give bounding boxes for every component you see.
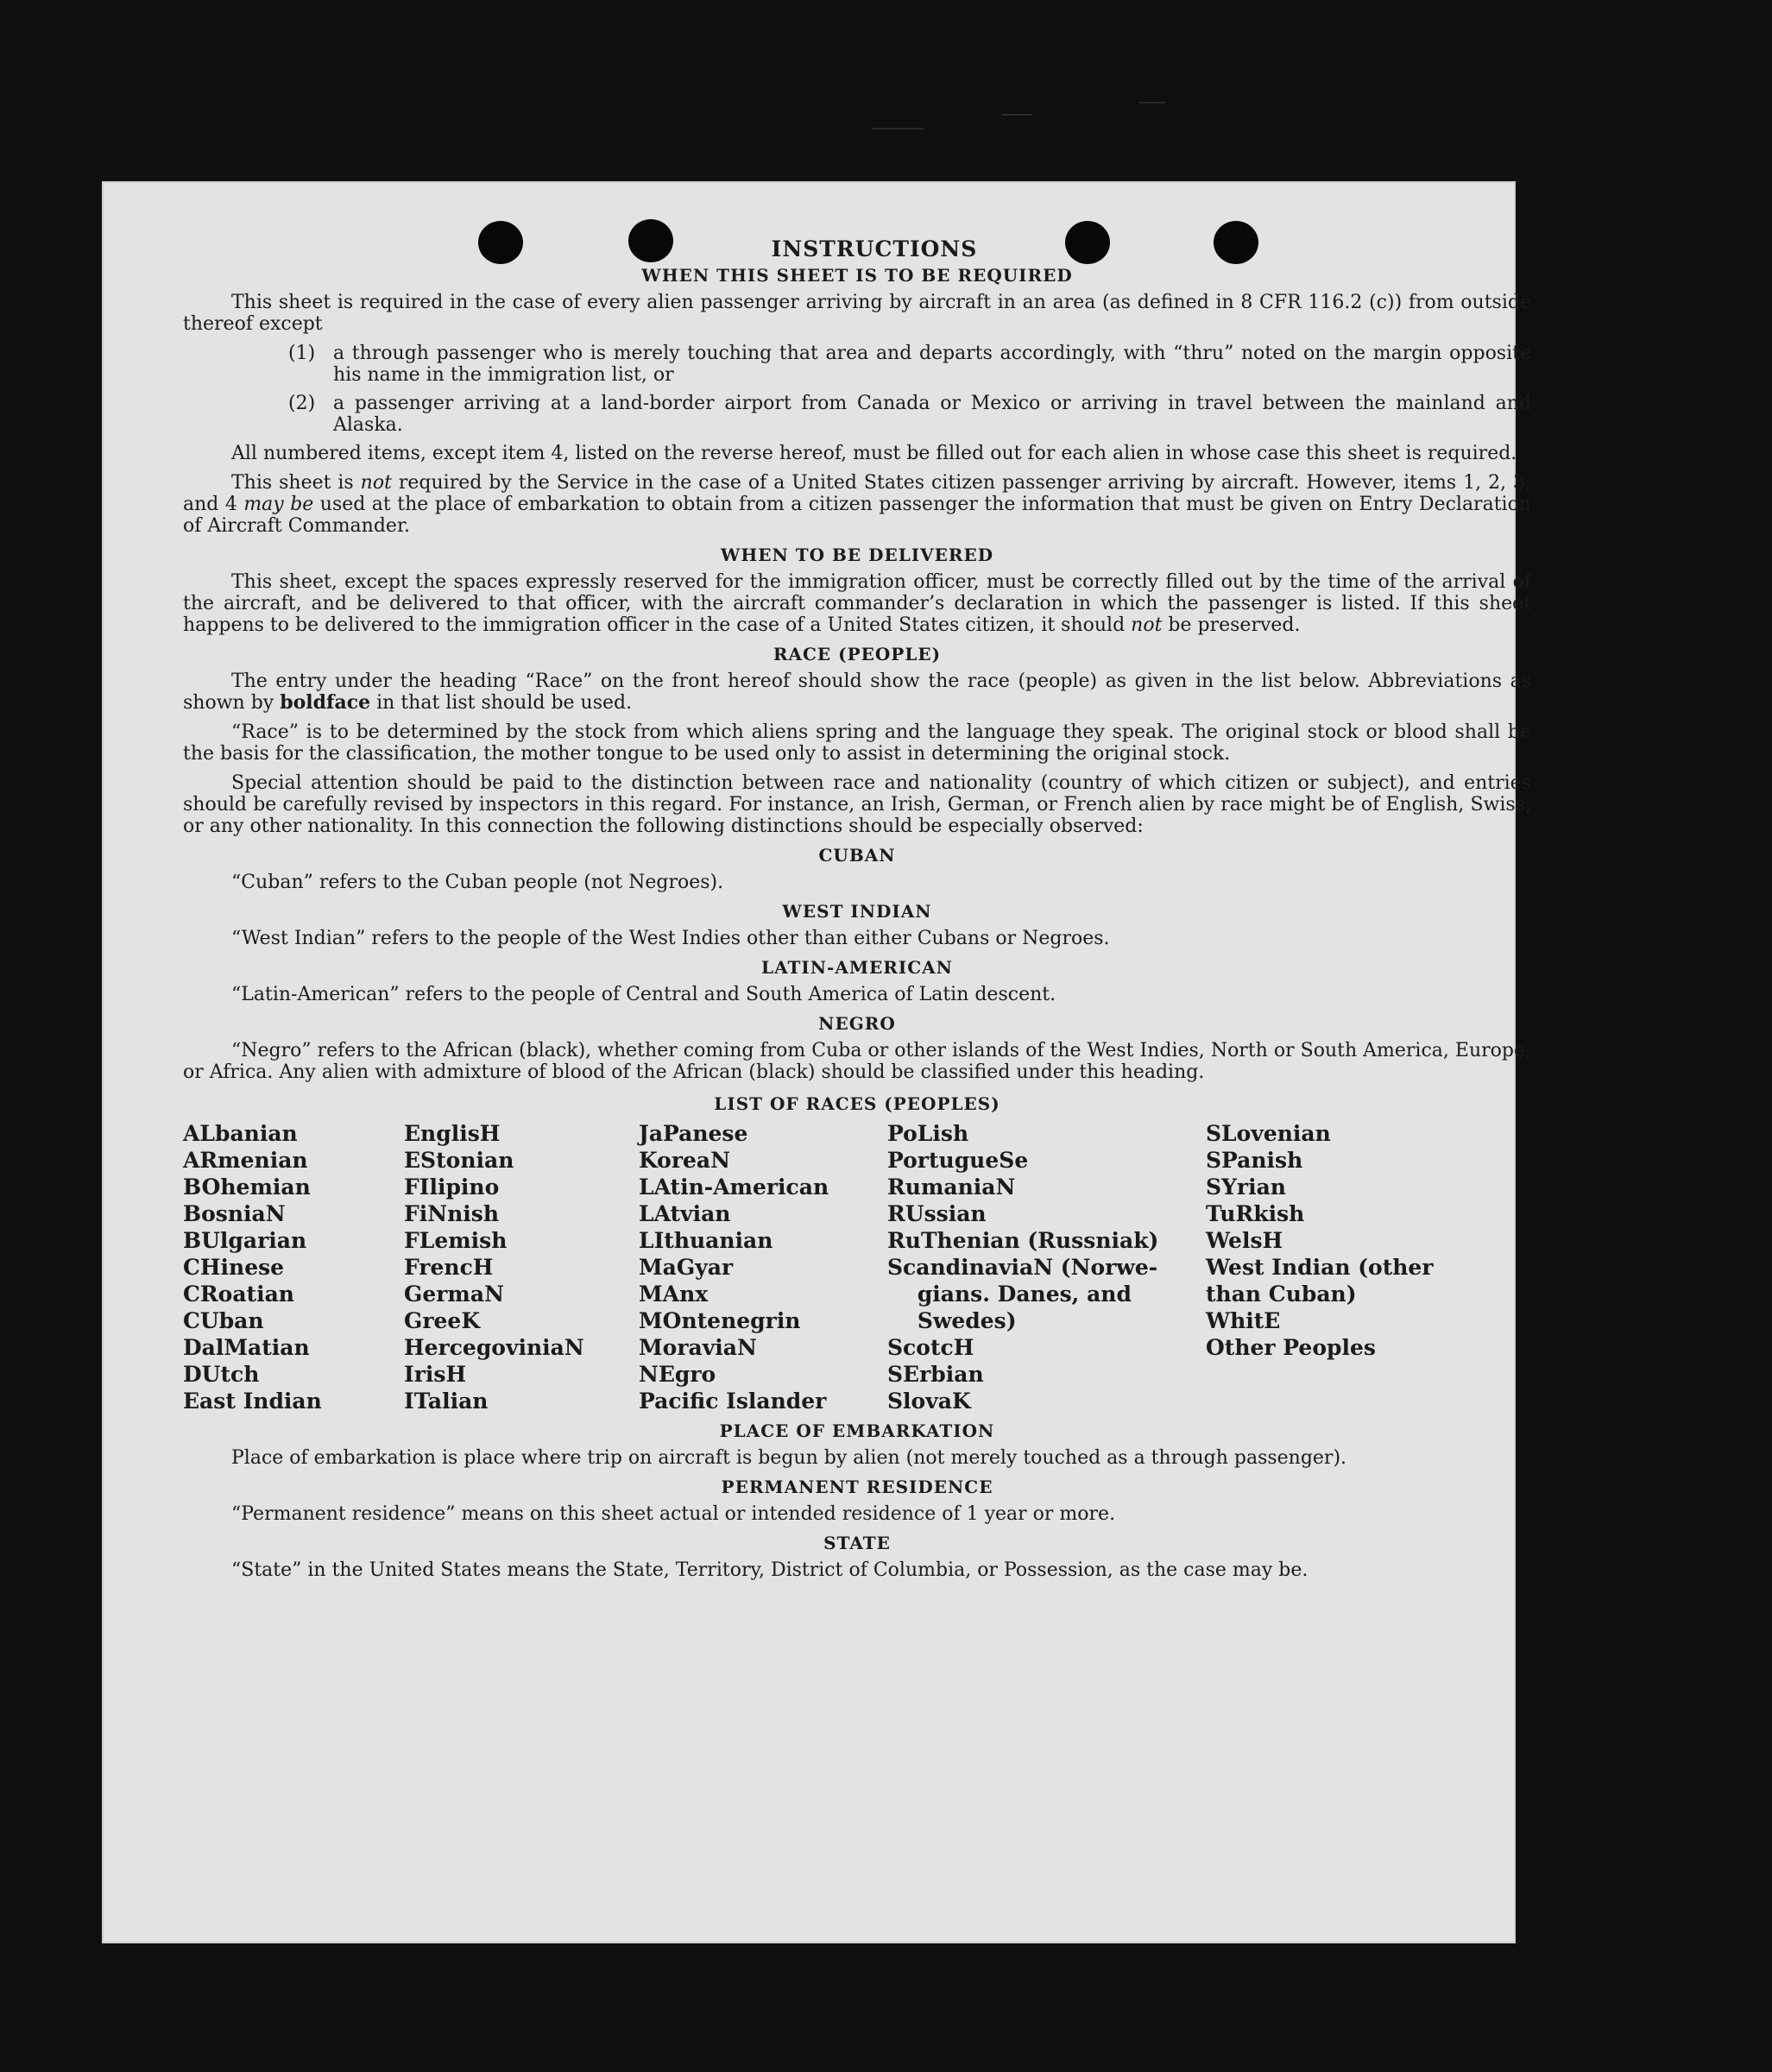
paragraph-embarkation: Place of embarkation is place where trip on aircraft is begun by alien (not merely touched as a through passenger).: [231, 1447, 1347, 1469]
race-entry: MAnx: [639, 1282, 709, 1307]
race-entry: KoreaN: [639, 1148, 730, 1173]
page-title: INSTRUCTIONS: [771, 236, 978, 261]
paragraph-numbered-items: All numbered items, except item 4, listed on the reverse hereof, must be filled out for each alien in whose case this sheet is required.: [231, 443, 1517, 464]
race-entry: MOntenegrin: [639, 1308, 801, 1333]
section-heading-residence: PERMANENT RESIDENCE: [721, 1477, 993, 1497]
race-entry: WhitE: [1206, 1308, 1281, 1333]
item-number: (2): [288, 393, 316, 414]
race-entry: Pacific Islander: [639, 1389, 827, 1414]
race-entry: Other Peoples: [1206, 1335, 1376, 1360]
race-column-1: [183, 1120, 322, 1414]
race-entry: RumaniaN: [887, 1175, 1016, 1200]
race-entry: RuThenian (Russniak): [887, 1228, 1159, 1253]
race-entry: MoraviaN: [639, 1335, 757, 1360]
race-entry: gians. Danes, and: [887, 1282, 1132, 1307]
race-entry: CUban: [183, 1308, 264, 1333]
race-entry: HercegoviniaN: [404, 1335, 584, 1360]
race-entry: SlovaK: [887, 1389, 971, 1414]
paragraph-latin-american: “Latin-American” refers to the people of Central and South America of Latin descent.: [231, 984, 1056, 1005]
item-number: (1): [288, 343, 316, 364]
race-entry: EStonian: [404, 1148, 514, 1173]
scan-mark: [1139, 102, 1165, 104]
race-entry: BOhemian: [183, 1175, 311, 1200]
race-entry: PoLish: [887, 1121, 969, 1146]
paragraph-race-nationality: Special attention should be paid to the distinction between race and nationality (country of which citizen or subject), and entries should be carefully revised by inspectors in this regard. For instance, an Irish, German, or French alien by race might be of English, Swiss, or any other nationality. In this connection the following distinctions should be especially observed:: [183, 772, 1531, 837]
race-entry: CHinese: [183, 1255, 285, 1280]
paragraph-citizen: This sheet is not required by the Service in the case of a United States citizen passenger arriving by aircraft. However, items 1, 2, 3, and 4 may be used at the place of embarkation to obtain from a citizen passenger the information that must be given on Entry Declaration of Aircraft Commander.: [183, 472, 1531, 537]
paragraph-west-indian: “West Indian” refers to the people of the West Indies other than either Cubans or Negroes.: [231, 928, 1110, 949]
race-entry: SLovenian: [1206, 1121, 1331, 1146]
race-entry: BosniaN: [183, 1201, 286, 1226]
scan-mark: [1001, 114, 1032, 116]
race-entry: than Cuban): [1206, 1282, 1357, 1307]
paragraph-cuban: “Cuban” refers to the Cuban people (not Negroes).: [231, 872, 724, 893]
race-entry: WelsH: [1206, 1228, 1283, 1253]
race-entry: BUlgarian: [183, 1228, 307, 1253]
paragraph-residence: “Permanent residence” means on this sheet actual or intended residence of 1 year or more.: [231, 1503, 1116, 1525]
paragraph-negro: “Negro” refers to the African (black), whether coming from Cuba or other islands of the West Indies, North or South America, Europe, or Africa. Any alien with admixture of blood of the African (black) should be classified under this heading.: [183, 1040, 1531, 1083]
section-heading-negro: NEGRO: [818, 1013, 896, 1034]
race-entry: FiNnish: [404, 1201, 500, 1226]
race-entry: PortugueSe: [887, 1148, 1029, 1173]
race-entry: ITalian: [404, 1389, 489, 1414]
race-entry: East Indian: [183, 1389, 322, 1414]
instructions-body: [183, 238, 1531, 1589]
race-entry: TuRkish: [1206, 1201, 1305, 1226]
race-entry: DalMatian: [183, 1335, 310, 1360]
section-heading-race: RACE (PEOPLE): [772, 644, 942, 664]
paragraph-when-delivered: This sheet, except the spaces expressly reserved for the immigration officer, must be correctly filled out by the time of the arrival of the aircraft, and be delivered to that officer, with the aircraft commander’s declaration in which the passenger is listed. If this sheet happens to be delivered to the immigration officer in the case of a United States citizen, it should not be preserved.: [183, 571, 1531, 636]
race-entry: IrisH: [404, 1362, 467, 1387]
paragraph-race-entry: The entry under the heading “Race” on the front hereof should show the race (people) as given in the list below. Abbreviations as shown by boldface in that list should be used.: [183, 671, 1531, 714]
race-entry: SErbian: [887, 1362, 984, 1387]
paragraph-state: “State” in the United States means the State, Territory, District of Columbia, or Possession, as the case may be.: [231, 1559, 1309, 1581]
item-text: a through passenger who is merely touching that area and departs accordingly, with “thru” noted on the margin opposite his name in the immigration list, or: [333, 343, 1531, 386]
section-heading-cuban: CUBAN: [818, 845, 896, 866]
race-entry: MaGyar: [639, 1255, 734, 1280]
race-entry: EnglisH: [404, 1121, 501, 1146]
race-entry: LIthuanian: [639, 1228, 773, 1253]
item-text: a passenger arriving at a land-border airport from Canada or Mexico or arriving in travel between the mainland and Alaska.: [333, 393, 1531, 436]
race-entry: ScandinaviaN (Norwe-: [887, 1255, 1158, 1280]
race-entry: GermaN: [404, 1282, 504, 1307]
document-sheet: [102, 181, 1531, 1943]
scan-mark: [872, 128, 924, 129]
race-column-3: [639, 1120, 829, 1414]
race-entry: NEgro: [639, 1362, 716, 1387]
race-column-5: [1206, 1120, 1434, 1361]
race-entry: Swedes): [887, 1308, 1017, 1333]
race-entry: JaPanese: [639, 1121, 748, 1146]
paragraph-when-required: This sheet is required in the case of every alien passenger arriving by aircraft in an area (as defined in 8 CFR 116.2 (c)) from outside thereof except: [183, 292, 1531, 335]
race-entry: ALbanian: [183, 1121, 298, 1146]
race-entry: SYrian: [1206, 1175, 1286, 1200]
race-entry: LAtin-American: [639, 1175, 829, 1200]
race-entry: LAtvian: [639, 1201, 731, 1226]
section-heading-west-indian: WEST INDIAN: [782, 901, 932, 922]
section-heading-when-required: WHEN THIS SHEET IS TO BE REQUIRED: [641, 265, 1073, 286]
exception-item-2: [288, 393, 1531, 436]
race-entry: West Indian (other: [1206, 1255, 1434, 1280]
race-entry: FIlipino: [404, 1175, 500, 1200]
race-entry: FLemish: [404, 1228, 508, 1253]
section-heading-latin-american: LATIN-AMERICAN: [761, 957, 953, 978]
section-heading-state: STATE: [823, 1533, 891, 1553]
exception-item-1: [288, 343, 1531, 386]
race-column-2: [404, 1120, 584, 1414]
race-entry: FrencH: [404, 1255, 494, 1280]
race-column-4: [887, 1120, 1158, 1414]
section-heading-list-of-races: LIST OF RACES (PEOPLES): [714, 1093, 1000, 1114]
race-entry: SPanish: [1206, 1148, 1303, 1173]
paragraph-race-stock: “Race” is to be determined by the stock from which aliens spring and the language they speak. The original stock or blood shall be the basis for the classification, the mother tongue to be used only to assist in determining the original stock.: [183, 721, 1531, 765]
race-entry: RUssian: [887, 1201, 987, 1226]
race-entry: ScotcH: [887, 1335, 974, 1360]
race-entry: CRoatian: [183, 1282, 294, 1307]
section-heading-when-delivered: WHEN TO BE DELIVERED: [720, 545, 994, 565]
race-entry: GreeK: [404, 1308, 481, 1333]
section-heading-embarkation: PLACE OF EMBARKATION: [719, 1420, 995, 1441]
race-entry: ARmenian: [183, 1148, 308, 1173]
race-entry: DUtch: [183, 1362, 260, 1387]
race-list: [183, 1120, 1531, 1414]
